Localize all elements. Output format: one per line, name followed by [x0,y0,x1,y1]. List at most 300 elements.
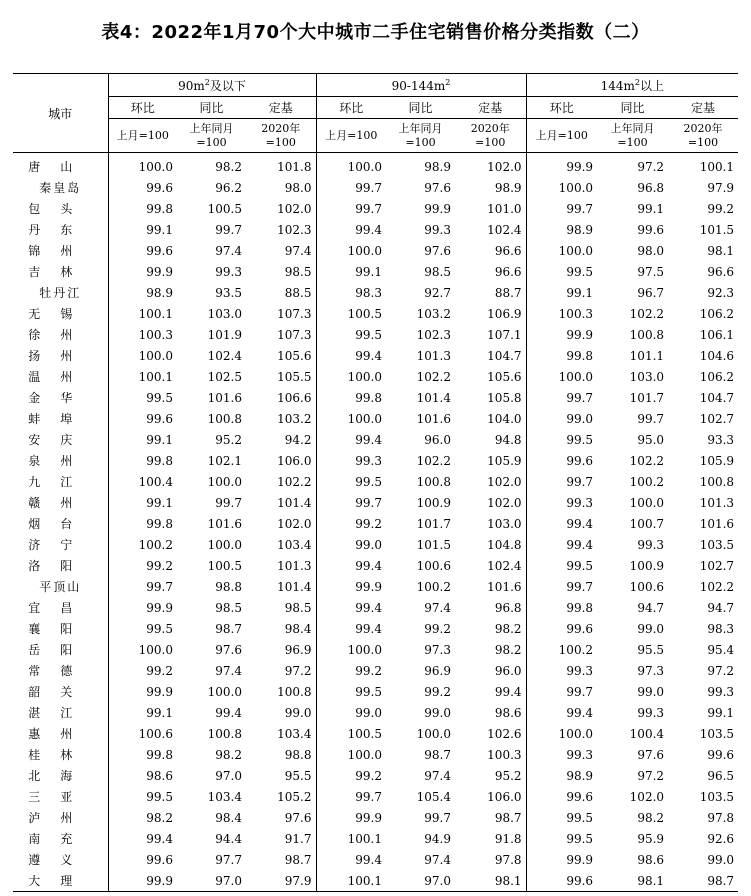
city-name: 牡丹江 [39,286,82,300]
index-value: 97.8 [707,810,735,825]
table-row [13,618,738,639]
index-value: 104.0 [487,411,522,426]
index-value: 103.5 [699,537,735,552]
index-value: 101.4 [416,390,451,405]
index-value: 98.5 [284,600,312,615]
index-value: 99.3 [316,450,386,471]
index-value: 100.3 [526,303,597,324]
index-value: 104.7 [699,390,735,405]
index-value: 101.3 [277,558,312,573]
city-name: 锦州 [28,244,93,258]
metric-header: 环比 [526,97,597,119]
index-value: 102.6 [487,726,522,741]
index-value: 99.1 [108,492,177,513]
index-value: 99.4 [108,828,177,849]
index-value: 98.2 [637,810,665,825]
index-value: 98.9 [526,219,597,240]
table-row [13,387,738,408]
table-row [13,660,738,681]
index-value: 98.7 [215,621,242,636]
index-value: 100.4 [108,471,177,492]
city-name: 唐山 [28,160,93,174]
city-name: 岳阳 [28,643,93,657]
index-value: 98.7 [284,852,312,867]
metric-header: 环比 [316,97,386,119]
index-value: 97.2 [637,159,665,174]
city-name: 徐州 [28,328,93,342]
index-value: 99.4 [316,849,386,870]
index-value: 100.0 [526,366,597,387]
index-value: 97.9 [707,180,735,195]
index-value: 99.6 [526,870,597,892]
index-value: 102.3 [416,327,451,342]
index-value: 99.2 [316,765,386,786]
index-value: 106.2 [699,369,735,384]
index-value: 100.1 [108,303,177,324]
index-value: 98.9 [494,180,522,195]
table-row [13,324,738,345]
index-value: 99.5 [108,786,177,807]
index-value: 103.4 [277,726,312,741]
index-value: 98.2 [108,807,177,828]
table-row [13,492,738,513]
index-value: 98.2 [215,159,242,174]
index-value: 99.7 [526,198,597,219]
city-name: 韶关 [28,685,93,699]
index-value: 105.6 [277,348,312,363]
index-value: 103.0 [207,306,242,321]
index-value: 97.8 [494,852,522,867]
index-value: 95.9 [637,831,665,846]
index-value: 99.9 [526,153,597,178]
index-value: 105.9 [487,453,522,468]
index-value: 106.2 [699,306,735,321]
index-value: 99.4 [316,618,386,639]
index-value: 100.2 [629,474,665,489]
index-value: 100.8 [207,411,242,426]
index-value: 99.9 [526,324,597,345]
index-value: 102.1 [207,453,242,468]
index-value: 103.4 [207,789,242,804]
table-row [13,765,738,786]
index-value: 101.4 [277,579,312,594]
index-value: 101.1 [629,348,665,363]
index-value: 100.0 [316,240,386,261]
index-value: 100.0 [526,240,597,261]
index-value: 99.2 [108,555,177,576]
index-value: 99.7 [526,576,597,597]
index-value: 93.3 [707,432,735,447]
index-value: 101.9 [207,327,242,342]
table-row [13,555,738,576]
index-value: 100.0 [207,474,242,489]
index-value: 99.1 [108,702,177,723]
index-value: 99.7 [526,387,597,408]
metric-header: 定基 [455,97,526,119]
index-value: 99.3 [526,744,597,765]
index-value: 98.6 [108,765,177,786]
index-value: 97.6 [215,642,242,657]
index-value: 99.5 [108,618,177,639]
index-value: 98.5 [215,600,242,615]
base-header: 2020年 =100 [668,119,738,153]
index-value: 100.3 [487,747,522,762]
index-value: 102.7 [699,411,735,426]
city-name: 湛江 [28,706,93,720]
city-name: 吉林 [28,265,93,279]
index-value: 99.0 [637,621,665,636]
index-value: 92.3 [707,285,735,300]
index-value: 100.4 [629,726,665,741]
index-value: 99.8 [108,513,177,534]
index-value: 99.1 [108,429,177,450]
index-value: 99.7 [316,198,386,219]
table-row [13,744,738,765]
index-value: 96.8 [494,600,522,615]
index-value: 99.9 [108,261,177,282]
index-value: 97.0 [386,870,455,892]
table-row [13,282,738,303]
index-value: 98.7 [424,747,451,762]
index-value: 99.6 [108,408,177,429]
index-value: 93.5 [215,285,242,300]
table-row [13,261,738,282]
index-value: 96.6 [494,243,522,258]
index-value: 102.2 [629,453,665,468]
index-value: 99.3 [707,684,735,699]
index-value: 94.9 [424,831,451,846]
index-value: 97.3 [424,642,451,657]
index-value: 102.4 [487,558,522,573]
table-row [13,576,738,597]
index-value: 103.5 [699,789,735,804]
table-row [13,702,738,723]
index-value: 104.8 [487,537,522,552]
table-row [13,786,738,807]
base-header: 上年同月 =100 [386,119,455,153]
index-value: 101.6 [487,579,522,594]
index-value: 98.7 [494,810,522,825]
index-value: 99.0 [316,702,386,723]
index-value: 100.9 [629,558,665,573]
city-name: 温州 [28,370,93,384]
table-row [13,198,738,219]
index-value: 99.8 [526,345,597,366]
index-value: 105.5 [277,369,312,384]
index-value: 99.1 [707,705,735,720]
table-row [13,177,738,198]
city-name: 遵义 [28,853,93,867]
index-value: 96.0 [424,432,451,447]
index-value: 99.4 [316,597,386,618]
city-name: 平顶山 [39,580,82,594]
index-value: 100.8 [699,474,735,489]
index-value: 102.2 [699,579,735,594]
index-value: 99.7 [526,471,597,492]
index-value: 99.4 [316,219,386,240]
index-value: 100.0 [108,345,177,366]
table-row [13,639,738,660]
index-value: 98.1 [455,870,526,892]
index-value: 99.3 [215,264,242,279]
index-value: 100.7 [629,516,665,531]
index-value: 99.3 [637,705,665,720]
index-value: 100.0 [316,744,386,765]
index-value: 98.7 [668,870,738,892]
metric-header: 定基 [668,97,738,119]
index-value: 101.0 [487,201,522,216]
group-header-small: $90m^2$及以下 [108,74,316,97]
index-value: 94.7 [637,600,665,615]
base-header: 上年同月 =100 [177,119,246,153]
index-value: 100.0 [526,723,597,744]
index-value: 99.5 [316,324,386,345]
index-value: 102.3 [277,222,312,237]
index-value: 97.9 [246,870,316,892]
table-row [13,345,738,366]
index-value: 99.9 [526,849,597,870]
index-value: 101.5 [699,222,735,237]
index-value: 100.5 [316,303,386,324]
index-value: 104.7 [487,348,522,363]
city-name: 济宁 [28,538,93,552]
index-value: 99.0 [526,408,597,429]
index-value: 102.2 [416,453,451,468]
index-value: 100.0 [316,153,386,178]
index-value: 88.5 [284,285,312,300]
index-value: 100.8 [277,684,312,699]
city-name: 洛阳 [28,559,93,573]
city-name: 安庆 [28,433,93,447]
index-value: 101.7 [629,390,665,405]
index-value: 97.4 [424,600,451,615]
city-name: 襄阳 [28,622,93,636]
index-value: 92.7 [424,285,451,300]
index-value: 100.2 [526,639,597,660]
city-name: 扬州 [28,349,93,363]
index-value: 99.6 [707,747,735,762]
index-value: 98.1 [707,243,735,258]
index-value: 107.1 [487,327,522,342]
table-row [13,471,738,492]
city-column-header: 城市 [13,74,108,153]
index-value: 99.9 [108,681,177,702]
index-value: 102.0 [277,516,312,531]
index-value: 98.8 [215,579,242,594]
city-name: 金华 [28,391,93,405]
index-value: 98.3 [707,621,735,636]
index-value: 101.4 [277,495,312,510]
index-value: 96.5 [707,768,735,783]
index-value: 99.2 [316,513,386,534]
group-header-large: $144m^2$以上 [526,74,738,97]
index-value: 99.8 [108,744,177,765]
index-value: 99.7 [215,222,242,237]
table-row [13,723,738,744]
city-name: 包头 [28,202,93,216]
index-value: 99.2 [108,660,177,681]
index-value: 97.2 [284,663,312,678]
index-value: 99.7 [526,681,597,702]
index-value: 103.0 [629,369,665,384]
index-value: 102.0 [629,789,665,804]
index-value: 102.0 [487,474,522,489]
index-value: 99.0 [707,852,735,867]
base-header: 上月=100 [316,119,386,153]
index-value: 96.6 [494,264,522,279]
index-value: 99.2 [707,201,735,216]
index-value: 103.2 [416,306,451,321]
city-name: 大理 [13,870,108,892]
index-value: 99.9 [424,201,451,216]
index-value: 99.9 [316,576,386,597]
index-value: 105.8 [487,390,522,405]
metric-header: 同比 [386,97,455,119]
city-name: 泸州 [28,811,93,825]
city-name: 无锡 [28,307,93,321]
city-name: 丹东 [28,223,93,237]
city-name: 北海 [28,769,93,783]
city-name: 赣州 [28,496,93,510]
index-value: 99.5 [316,681,386,702]
index-value: 99.3 [526,660,597,681]
index-value: 99.7 [108,576,177,597]
index-value: 102.4 [487,222,522,237]
index-value: 99.6 [108,849,177,870]
city-name: 惠州 [28,727,93,741]
index-value: 99.8 [316,387,386,408]
index-value: 99.0 [424,705,451,720]
index-value: 100.0 [316,408,386,429]
index-value: 104.6 [699,348,735,363]
city-name: 宜昌 [28,601,93,615]
city-name: 南充 [28,832,93,846]
index-value: 99.4 [494,684,522,699]
index-value: 97.6 [424,180,451,195]
index-value: 99.5 [526,429,597,450]
index-value: 96.2 [215,180,242,195]
table-row [13,153,738,178]
table-row [13,870,738,892]
index-value: 98.2 [494,642,522,657]
index-value: 99.8 [108,198,177,219]
index-value: 100.6 [108,723,177,744]
index-value: 95.4 [707,642,735,657]
city-name: 常德 [28,664,93,678]
index-value: 100.9 [416,495,451,510]
city-name: 蚌埠 [28,412,93,426]
index-value: 101.6 [207,390,242,405]
table-row [13,513,738,534]
index-value: 88.7 [494,285,522,300]
index-value: 100.1 [316,870,386,892]
index-value: 98.3 [316,282,386,303]
index-value: 97.4 [215,243,242,258]
index-value: 106.1 [699,327,735,342]
index-value: 100.0 [316,639,386,660]
index-value: 99.4 [316,345,386,366]
table-row [13,240,738,261]
metric-header: 环比 [108,97,177,119]
index-value: 99.4 [316,429,386,450]
index-value: 102.0 [277,201,312,216]
index-value: 98.5 [424,264,451,279]
index-value: 97.6 [424,243,451,258]
index-value: 99.8 [108,450,177,471]
index-value: 99.7 [637,411,665,426]
index-value: 100.1 [316,828,386,849]
table-row [13,534,738,555]
index-value: 100.5 [207,201,242,216]
index-value: 102.0 [487,495,522,510]
index-value: 98.9 [526,765,597,786]
index-value: 101.7 [416,516,451,531]
index-value: 99.6 [108,177,177,198]
index-value: 106.9 [487,306,522,321]
index-value: 97.0 [177,870,246,892]
index-value: 99.2 [424,684,451,699]
base-header: 上年同月 =100 [597,119,668,153]
base-header: 2020年 =100 [455,119,526,153]
city-name: 三亚 [28,790,93,804]
index-value: 99.3 [637,537,665,552]
index-value: 100.0 [207,537,242,552]
index-value: 99.1 [108,219,177,240]
index-value: 99.5 [526,828,597,849]
index-value: 95.2 [215,432,242,447]
index-value: 97.4 [424,852,451,867]
index-value: 100.1 [108,366,177,387]
index-value: 96.0 [494,663,522,678]
index-value: 99.7 [424,810,451,825]
group-header-medium: $90-144m^2$ [316,74,526,97]
index-value: 96.9 [424,663,451,678]
index-value: 99.6 [637,222,665,237]
index-value: 97.7 [215,852,242,867]
index-value: 98.5 [284,264,312,279]
index-value: 100.8 [207,726,242,741]
index-value: 99.4 [215,705,242,720]
index-value: 99.8 [526,597,597,618]
index-value: 101.8 [277,159,312,174]
index-value: 100.8 [629,327,665,342]
index-value: 106.0 [277,453,312,468]
index-value: 99.4 [526,513,597,534]
table-row [13,429,738,450]
index-value: 91.7 [284,831,312,846]
table-row [13,849,738,870]
index-value: 95.5 [637,642,665,657]
index-value: 106.6 [277,390,312,405]
index-value: 98.2 [494,621,522,636]
index-value: 98.2 [215,747,242,762]
index-value: 97.4 [215,663,242,678]
city-name: 九江 [28,475,93,489]
index-value: 100.6 [416,558,451,573]
index-value: 98.4 [284,621,312,636]
city-name: 桂林 [28,748,93,762]
index-value: 99.1 [526,282,597,303]
index-value: 98.0 [284,180,312,195]
index-value: 95.5 [284,768,312,783]
index-value: 99.3 [424,222,451,237]
index-value: 101.6 [416,411,451,426]
index-value: 99.4 [526,702,597,723]
index-value: 105.9 [699,453,735,468]
index-value: 99.4 [526,534,597,555]
index-value: 103.2 [277,411,312,426]
index-value: 98.8 [284,747,312,762]
